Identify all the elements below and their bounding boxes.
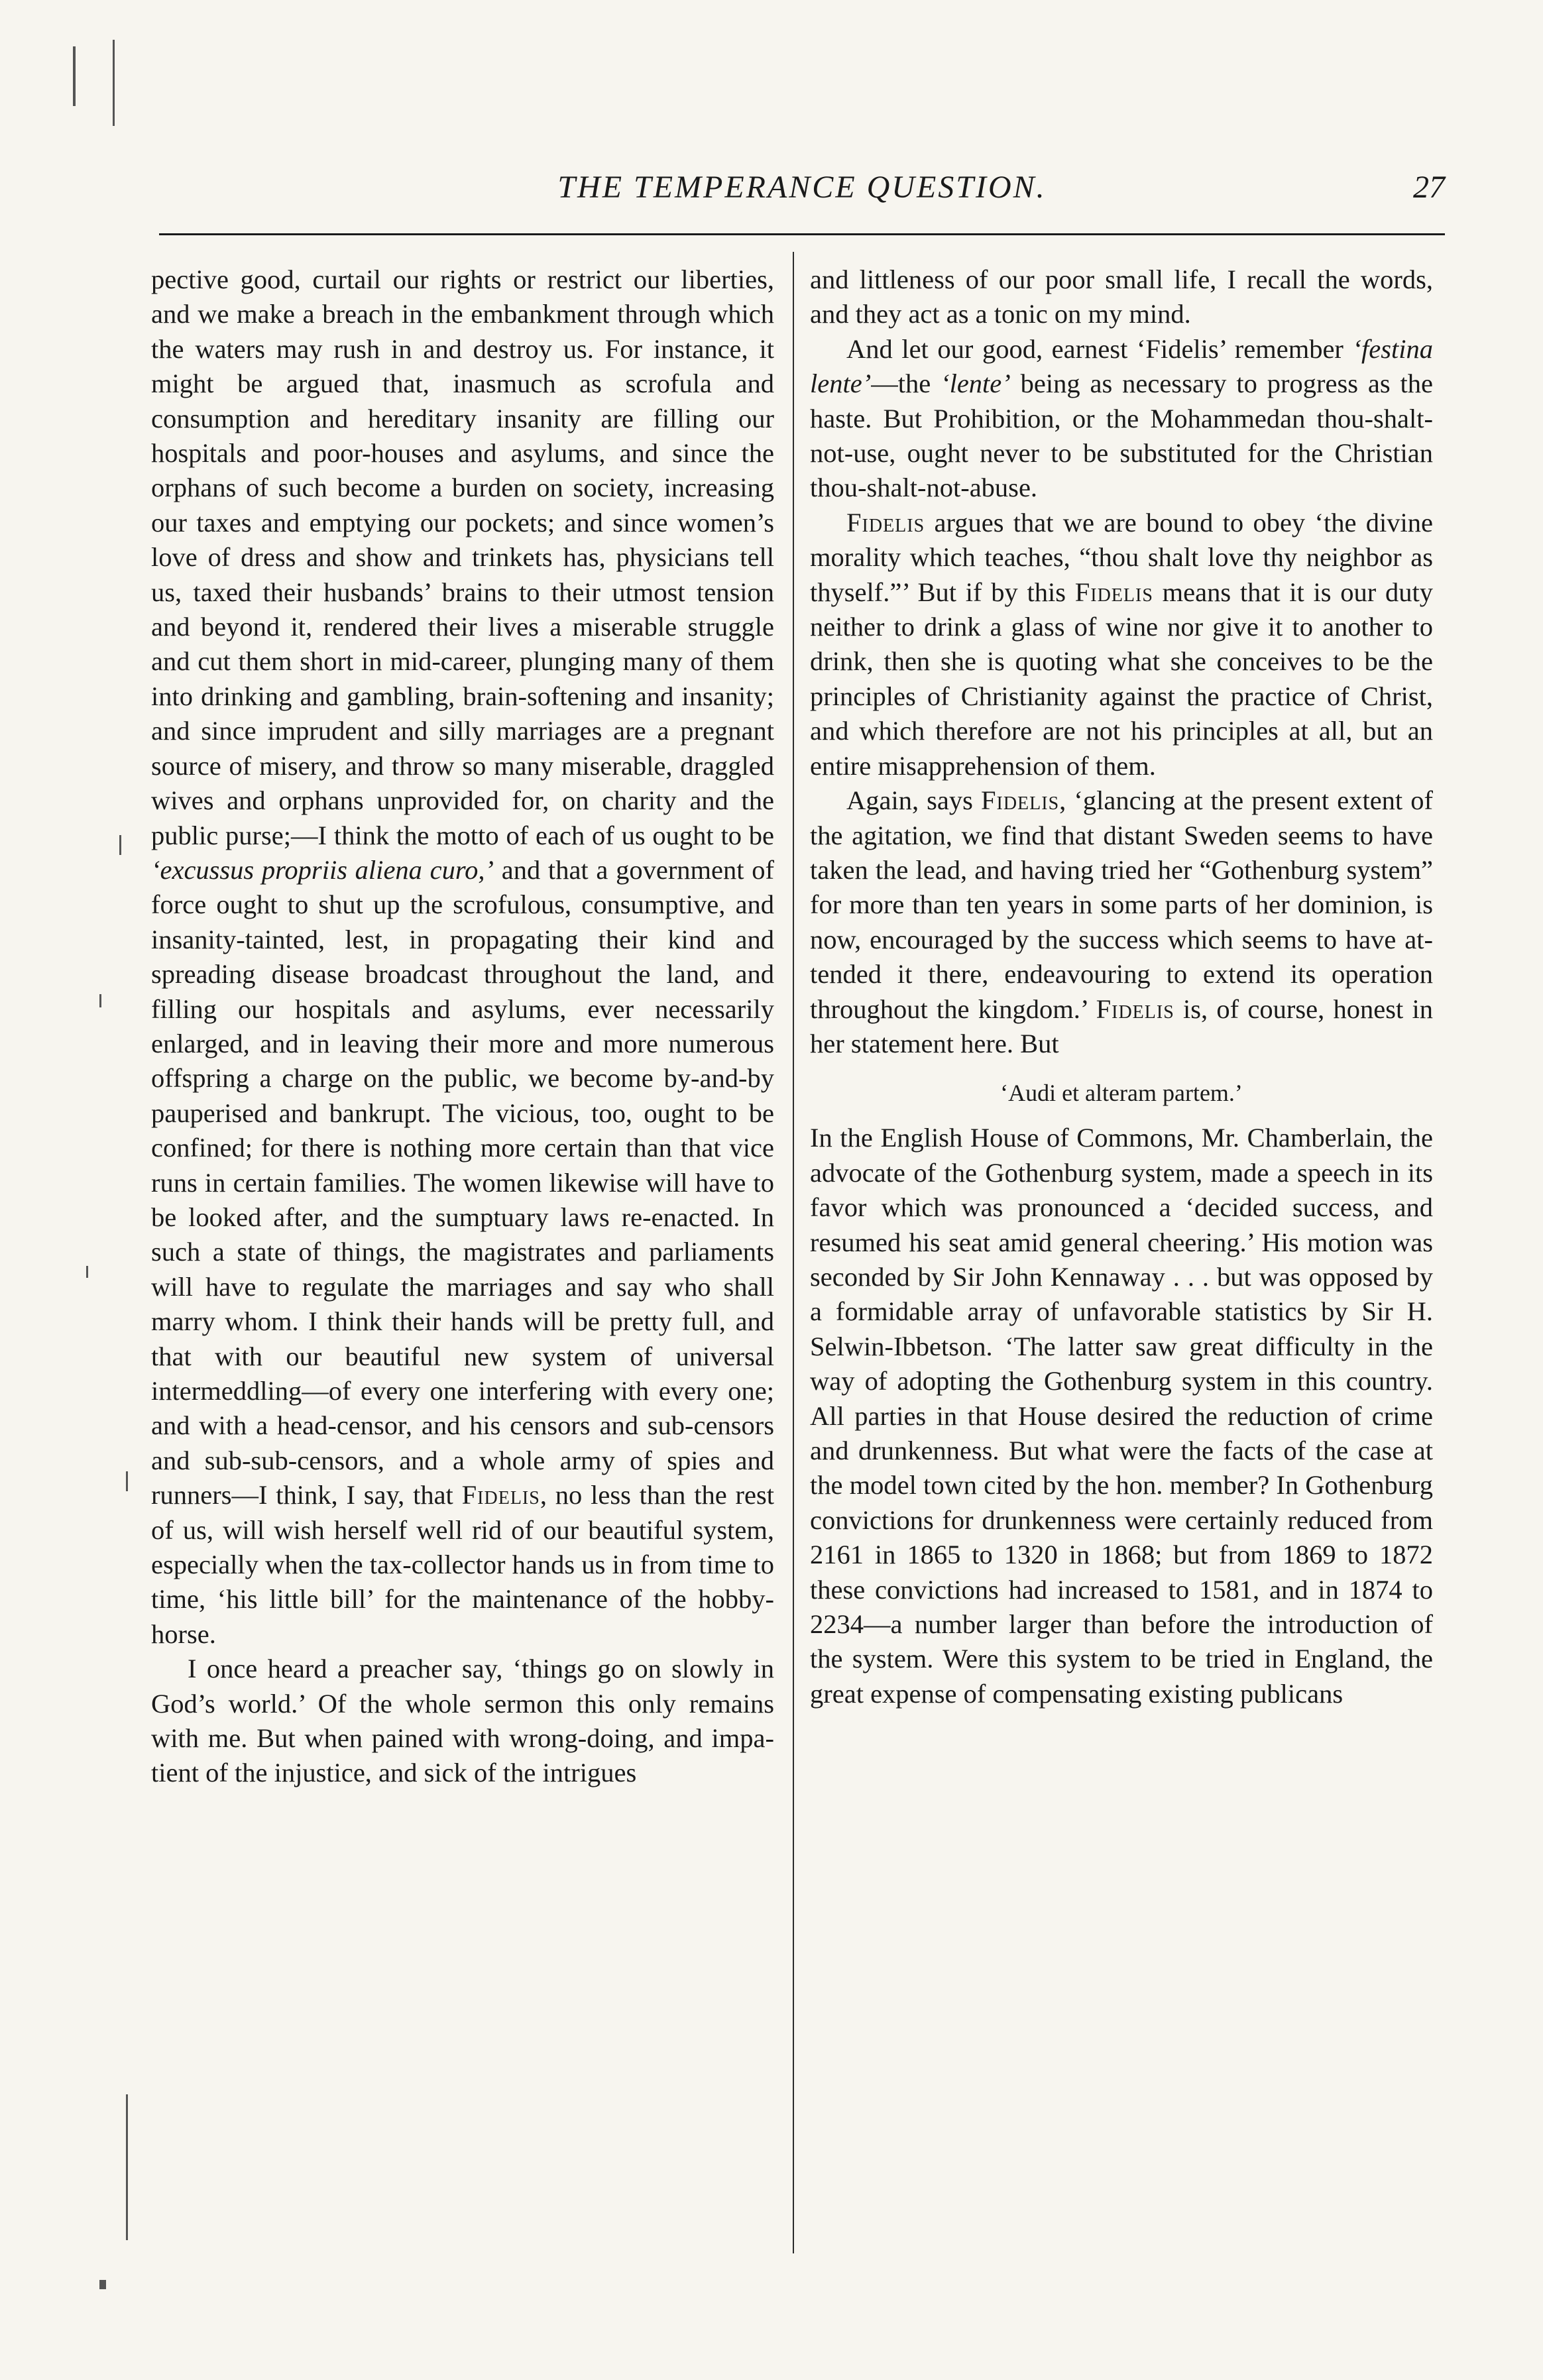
left-p1-latin: ‘excussus propriis aliena curo,’ [151, 854, 494, 885]
right-column [810, 262, 1433, 1711]
right-p4-b: , ‘glancing at the present extent of the agitation, we find that distant Sweden seems to have taken the lead, and having tried her “Gothenburg system” for more than ten years in some parts of her dominion, is now, encouraged by the success which seems to have attended it there, endeavouring to extend its operation throughout the kingdom.’ [810, 785, 1433, 1024]
right-paragraph-2 [810, 332, 1433, 506]
right-p3-a: argues that we are bound to obey ‘the divine morality which teaches, “thou shalt love thy neighbor as thyself.”’ But if by this [810, 507, 1433, 607]
page-number: 27 [1413, 170, 1445, 205]
left-paragraph-1 [151, 262, 774, 1652]
right-paragraph-3 [810, 506, 1433, 783]
right-p3-fidelis-1: Fidelis [846, 507, 925, 538]
margin-scan-marks [60, 40, 139, 2359]
left-p1-rest: and that a government of force ought to shut up the scrofulous, consumptive, and insanity-tainted, lest, in propagating their kind and spreading disease broadcast throughout the land, and filling our hospitals and asylums, ever necessarily enlarged, and in leaving their more and more numerous offspring a charge on the public, we become by-and-by pauperised and bankrupt. The vicious, too, ought to be confined; for there is nothing more certain than that vice runs in certain families. The women likewise will have to be looked after, and the sumptuary laws re-enacted. In such a state of things, the magistrates and parliaments will have to regulate the marriages and say who shall marry whom. I think their hands will be pretty full, and that with our beautiful new system of universal intermeddling—of every one interfering with every one; and with a head-censor, and his censors and sub-censors and sub-sub-censors, and a whole army of spies and runners—I think, I say, that [151, 854, 775, 1510]
right-p3-fidelis-2: Fidelis [1074, 577, 1153, 607]
running-title: THE TEMPERANCE QUESTION. [557, 170, 1047, 205]
right-p2-a: And let our good, earnest ‘Fidelis’ remember [846, 333, 1343, 364]
right-paragraph-4 [810, 783, 1433, 1061]
right-p4-fidelis-2: Fidelis [1096, 993, 1174, 1024]
right-p2-c: being as necessary to progress as the haste. But Prohibition, or the Mohammedan thou-shalt-not-use, ought never to be substituted for the Christian thou-shalt-not-abuse. [810, 368, 1434, 503]
left-column [151, 262, 774, 1791]
header-rule [159, 233, 1445, 235]
right-p4-c: is, of course, honest in her statement here. But [810, 993, 1433, 1058]
right-p2-festina: ‘festina lente’ [810, 333, 1433, 399]
latin-quotation: ‘Audi et alteram partem.’ [1000, 1080, 1243, 1107]
right-p2-b: —the [871, 368, 931, 399]
left-p1-fidelis: Fidelis [461, 1480, 540, 1510]
right-p3-b: means that it is our duty neither to drink a glass of wine nor give it to another to drink, then she is quoting what she conceives to be the principles of Christianity against the practice of Christ, and which therefore are not his principles at all, but an entire misapprehension of them. [810, 577, 1433, 781]
left-p1-end: , no less than the rest of us, will wish herself well rid of our beautiful system, especially when the tax-collector hands us in from time to time, ‘his little bill’ for the maintenance of the hobby-horse. [151, 1480, 775, 1649]
column-divider [793, 252, 794, 2253]
page-header [159, 164, 1445, 211]
right-paragraph-5: In the English House of Commons, Mr. Chamberlain, the advocate of the Gothenburg system, made a speech in its favor which was pronounced a ‘decided success, and resumed his seat amid general cheering.’ His motion was seconded by Sir John Kennaway . . . but was opposed by a formidable array of unfavorable statistics by Sir H. Selwin-Ibbetson. ‘The latter saw great difficulty in the way of adopting the Gothenburg system in this country. All parties in that House desired the reduction of crime and drunkenness. But what were the facts of the case at the model town cited by the hon. member? In Gothenburg convictions for drunkenness were certainly reduced from 2161 in 1865 to 1320 in 1868; but from 1869 to 1872 these convictions had increased to 1581, and in 1874 to 2234—a number larger than before the introduction of the system. Were this system to be tried in England, the great expense of compensating existing publicans [810, 1123, 1433, 1709]
left-paragraph-2: I once heard a preacher say, ‘things go on slowly in God’s world.’ Of the whole sermon this only remains with me. But when pained with wrong-doing, and impatient of the injustice, and sick of the intrigues [151, 1654, 774, 1788]
right-paragraph-1: and littleness of our poor small life, I recall the words, and they act as a tonic on my mind. [810, 264, 1433, 329]
left-p1-text: pective good, curtail our rights or restrict our liberties, and we make a breach in the embankment through which the waters may rush in and destroy us. For instance, it might be argued that, inasmuch as scrofula and consumption and hereditary insanity are filling our hospitals and poor-houses and asylums, and since the orphans of such become a burden on society, increasing our taxes and emptying our pockets; and since women’s love of dress and show and trinkets has, physicians tell us, taxed their husbands’ brains to their utmost tension and beyond it, rendered their lives a miserable struggle and cut them short in mid-career, plunging many of them into drinking and gambling, brain-softening and insanity; and since imprudent and silly marriages are a pregnant source of misery, and throw so many miserable, draggled wives and orphans unprovided for, on charity and the public purse;—I think the motto of each of us ought to be [151, 264, 774, 850]
right-p4-fidelis-1: Fidelis [980, 785, 1060, 816]
right-p4-a: Again, says [846, 785, 981, 816]
right-p2-lente: ‘lente’ [941, 368, 1011, 399]
